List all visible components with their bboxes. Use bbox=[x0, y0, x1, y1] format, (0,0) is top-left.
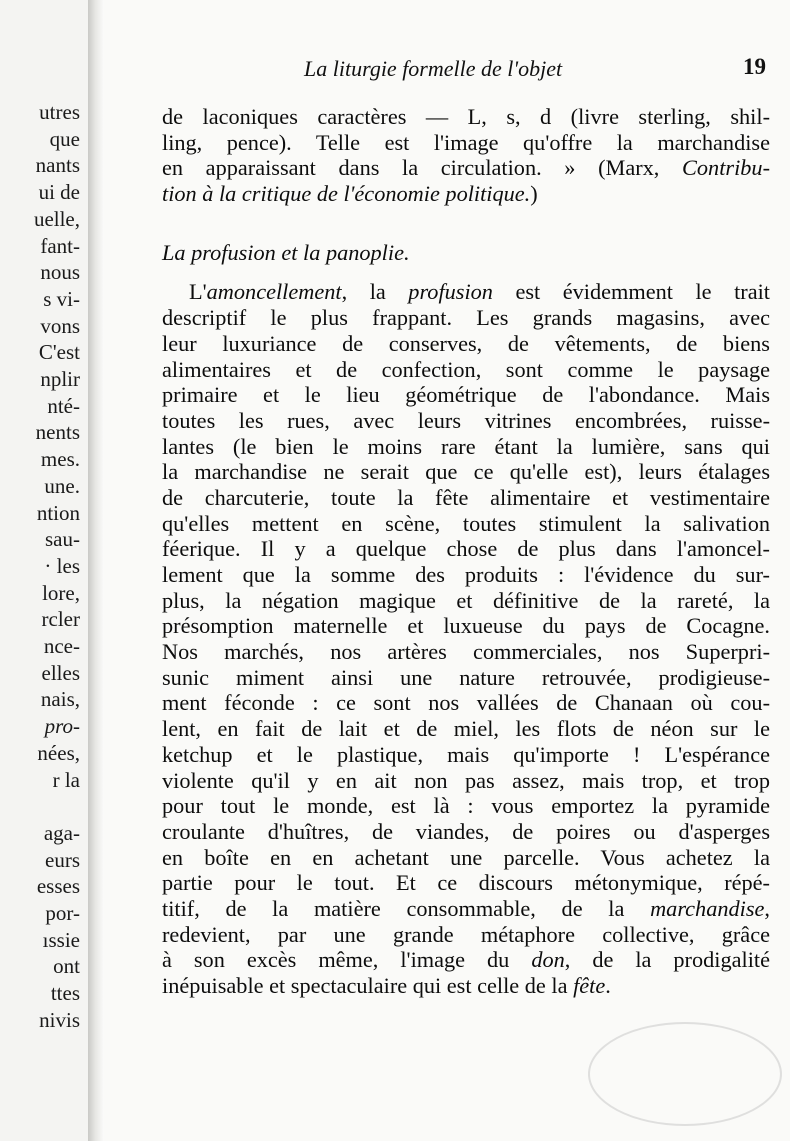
text-run: primaire et le lieu géométrique de l'abondance. Mais bbox=[162, 382, 770, 408]
facing-page-line: ont bbox=[53, 954, 80, 979]
text-line bbox=[162, 896, 770, 922]
facing-page-line: · les bbox=[44, 553, 80, 578]
text-run: ling, pence). Telle est l'image qu'offre la marchandise bbox=[162, 129, 770, 155]
text-run: féerique. Il y a quelque chose de plus dans l'amoncel- bbox=[162, 536, 770, 562]
text-line bbox=[162, 690, 770, 716]
text-run: redevient, par une grande métaphore collective, grâce bbox=[162, 921, 770, 947]
text-run: leur luxuriance de conserves, de vêtements, de biens bbox=[162, 330, 770, 356]
facing-page-line: ttes bbox=[50, 981, 80, 1006]
facing-page-line: eurs bbox=[45, 847, 80, 872]
facing-page-line: nais, bbox=[40, 687, 80, 712]
text-line bbox=[162, 947, 770, 973]
text-line bbox=[162, 845, 770, 871]
text-run: lent, en fait de lait et de miel, les flots de néon sur le bbox=[162, 716, 770, 742]
facing-page-line: s vi- bbox=[43, 286, 80, 311]
library-stamp-watermark bbox=[588, 1022, 782, 1126]
quote-block bbox=[162, 104, 770, 207]
section-heading: La profusion et la panoplie. bbox=[162, 239, 410, 265]
facing-page-line: une. bbox=[44, 473, 80, 498]
text-line bbox=[162, 130, 770, 156]
italic-text: profusion bbox=[408, 279, 493, 305]
facing-page-line: nivis bbox=[39, 1007, 80, 1032]
facing-page bbox=[0, 0, 91, 1141]
text-run: partie pour le tout. Et ce discours métonymique, répé- bbox=[162, 870, 770, 896]
running-head: La liturgie formelle de l'objet bbox=[304, 56, 563, 81]
facing-page-line: vons bbox=[40, 313, 80, 338]
text-run: en boîte en en achetant une parcelle. Vous achetez la bbox=[162, 844, 770, 870]
text-run: inépuisable et spectaculaire qui est celle de la bbox=[162, 973, 574, 998]
text-run: présomption maternelle et luxueuse du pays de Cocagne. bbox=[162, 613, 770, 639]
text-line bbox=[162, 104, 770, 130]
italic-text: fête bbox=[573, 973, 606, 998]
facing-page-line: pro- bbox=[44, 714, 80, 739]
text-run: alimentaires et de confection, sont comme le paysage bbox=[162, 356, 770, 382]
facing-page-line: lore, bbox=[42, 580, 80, 605]
facing-page-line: utres bbox=[39, 100, 80, 124]
text-run: , de la prodigalité bbox=[564, 947, 771, 973]
facing-page-line: nté- bbox=[47, 393, 80, 418]
text-line bbox=[162, 357, 770, 383]
text-line bbox=[162, 511, 770, 537]
text-line bbox=[162, 716, 770, 742]
text-line bbox=[162, 536, 770, 562]
facing-page-line: uelle, bbox=[33, 206, 80, 231]
text-run: titif, de la matière consommable, de la bbox=[162, 895, 651, 921]
facing-page-line: nplir bbox=[40, 367, 80, 391]
paragraph bbox=[162, 279, 770, 998]
facing-page-line: elles bbox=[41, 660, 80, 685]
text-run: en apparaissant dans la circulation. » (Marx, bbox=[162, 155, 683, 181]
text-run: à son excès même, l'image du bbox=[162, 947, 532, 973]
facing-page-line: ntion bbox=[36, 500, 80, 525]
text-line bbox=[162, 613, 770, 639]
text-line bbox=[162, 459, 770, 485]
text-line bbox=[162, 793, 770, 819]
italic-text: tion à la critique de l'économie politique. bbox=[162, 181, 531, 207]
text-run: est évidemment le trait bbox=[492, 279, 770, 305]
text-line bbox=[162, 408, 770, 434]
text-run: lement que la somme des produits : l'évidence du sur- bbox=[162, 562, 770, 587]
text-run: . bbox=[605, 973, 611, 998]
book-gutter bbox=[88, 0, 104, 1141]
text-line bbox=[162, 181, 770, 207]
text-run: , bbox=[764, 895, 770, 921]
text-run: violente qu'il y en ait non pas assez, mais trop, et trop bbox=[162, 767, 770, 793]
text-line bbox=[162, 973, 770, 999]
text-run: ketchup et le plastique, mais qu'importe ! L'espérance bbox=[162, 741, 770, 767]
text-line bbox=[162, 639, 770, 665]
text-line bbox=[162, 870, 770, 896]
text-line bbox=[162, 382, 770, 408]
text-run: toutes les rues, avec leurs vitrines encombrées, ruisse- bbox=[162, 407, 770, 433]
italic-text: marchandise bbox=[650, 895, 765, 921]
facing-page-line: C'est bbox=[38, 340, 80, 365]
text-line bbox=[162, 155, 770, 181]
text-run: croulante d'huîtres, de viandes, de poires ou d'asperges bbox=[162, 818, 770, 844]
text-line bbox=[162, 768, 770, 794]
facing-page-line: nce- bbox=[43, 634, 80, 658]
facing-page-line: mes. bbox=[40, 447, 80, 472]
text-line bbox=[162, 305, 770, 331]
facing-page-line: ıssie bbox=[42, 927, 80, 952]
text-run: pour tout le monde, est là : vous emportez la pyramide bbox=[162, 793, 770, 819]
facing-page-line: aga- bbox=[43, 820, 80, 845]
text-run: , la bbox=[341, 279, 409, 305]
text-line bbox=[162, 562, 770, 588]
italic-text: Contribu- bbox=[682, 155, 770, 181]
text-run: Nos marchés, nos artères commerciales, nos Superpri- bbox=[162, 639, 770, 665]
text-line bbox=[162, 665, 770, 691]
text-run: sunic miment ainsi une nature retrouvée, prodigieuse- bbox=[162, 664, 770, 690]
facing-page-line: nées, bbox=[37, 740, 80, 765]
text-run: la marchandise ne serait que ce qu'elle est), leurs étalages bbox=[162, 459, 770, 485]
page-number: 19 bbox=[743, 54, 766, 79]
text-line bbox=[162, 588, 770, 614]
text-run: plus, la négation magique et définitive de la rareté, la bbox=[162, 587, 770, 613]
text-line bbox=[162, 819, 770, 845]
text-run: qu'elles mettent en scène, toutes stimulent la salivation bbox=[162, 510, 770, 536]
text-line bbox=[162, 485, 770, 511]
italic-text: don bbox=[531, 947, 565, 973]
text-line bbox=[162, 434, 770, 460]
text-run: ment féconde : ce sont nos vallées de Chanaan où cou- bbox=[162, 690, 770, 716]
facing-page-line: ui de bbox=[38, 180, 80, 205]
facing-page-line: nents bbox=[35, 420, 80, 445]
facing-page-line: r la bbox=[52, 767, 80, 792]
text-run: descriptif le plus frappant. Les grands magasins, avec bbox=[162, 305, 770, 331]
facing-page-line: fant- bbox=[40, 233, 80, 258]
text-run: de charcuterie, toute la fête alimentaire et vestimentaire bbox=[162, 484, 770, 510]
facing-page-line: rcler bbox=[41, 607, 80, 632]
italic-text: amoncellement bbox=[206, 279, 342, 305]
facing-page-line: sau- bbox=[45, 527, 80, 552]
facing-page-line: esses bbox=[36, 874, 80, 899]
body-text bbox=[162, 104, 770, 999]
text-line bbox=[162, 279, 770, 305]
text-line bbox=[162, 331, 770, 357]
text-run: lantes (le bien le moins rare étant la lumière, sans qui bbox=[162, 433, 770, 459]
text-run: de laconiques caractères — L, s, d (livre sterling, shil- bbox=[162, 104, 770, 129]
facing-page-line: nous bbox=[40, 260, 80, 285]
text-run: ) bbox=[530, 181, 538, 207]
facing-page-line: nants bbox=[35, 153, 80, 178]
facing-page-line: por- bbox=[45, 901, 80, 925]
text-run: L' bbox=[189, 279, 207, 305]
facing-page-line: que bbox=[49, 126, 80, 151]
text-line bbox=[162, 922, 770, 948]
text-line bbox=[162, 742, 770, 768]
